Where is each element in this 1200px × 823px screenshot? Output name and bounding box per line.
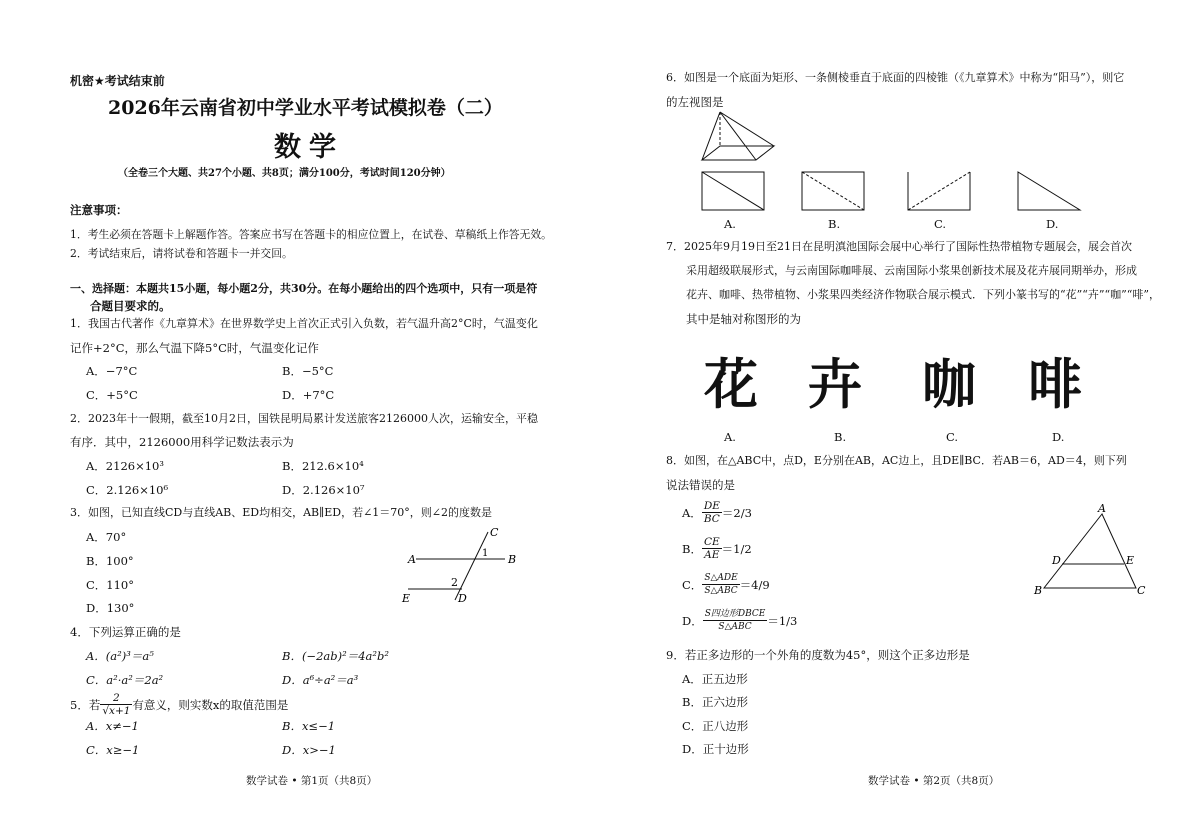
- q5-option-d: D．x>−1: [282, 743, 336, 757]
- q8-option-a: [682, 500, 752, 525]
- q9-option-b: B．正六边形: [682, 695, 748, 709]
- q6-pyramid-figure: [698, 108, 778, 164]
- q2-line2: 有序．其中，2126000用科学记数法表示为: [70, 435, 294, 449]
- q5-pre: 5．若: [70, 697, 101, 712]
- q3-angle-2: 2: [451, 576, 458, 589]
- q7-line4: 其中是轴对称图形的为: [686, 312, 801, 326]
- q5-option-a: A．x≠−1: [86, 719, 139, 733]
- q8-label-a: A: [1098, 502, 1106, 515]
- q3-option-d: D．130°: [86, 601, 135, 615]
- q3-option-b: B．100°: [86, 554, 134, 568]
- q8-a-num: DE: [703, 500, 720, 512]
- q8-line1: 8．如图，在△ABC中，点D，E分别在AB，AC边上，且DE∥BC．若AB＝6，AD＝4，则下列: [666, 454, 1127, 467]
- page-footer-1: 数学试卷 • 第1页（共8页）: [246, 775, 378, 787]
- q9-line1: 9．若正多边形的一个外角的度数为45°，则这个正多边形是: [666, 648, 970, 662]
- q5-option-b: B．x≤−1: [282, 719, 336, 733]
- q3-label-b: B: [508, 553, 517, 566]
- q9-option-a: A．正五边形: [682, 672, 748, 686]
- q8-c-den: S△ABC: [704, 586, 738, 596]
- q3-angle-1: 1: [482, 548, 489, 559]
- q3-parallel-lines-figure: [400, 522, 530, 610]
- q8-b-label: B．: [682, 541, 702, 556]
- q7-option-b: B.: [834, 430, 847, 444]
- q7-seal-glyph-d: 啡: [1028, 352, 1082, 416]
- q4-option-b: B．(−2ab)²＝4a²b²: [282, 649, 389, 663]
- q8-label-d: D: [1052, 554, 1061, 567]
- q5-frac-num: 2: [100, 692, 132, 705]
- q2-option-c: C．2.126×10⁶: [86, 483, 169, 497]
- notice-2: 2．考试结束后，请将试卷和答题卡一并交回。: [70, 247, 293, 260]
- q7-seal-glyph-a: 花: [704, 352, 758, 416]
- q7-line2: 采用超级联展形式，与云南国际咖啡展、云南国际小浆果创新技术展及花卉展同期举办，形成: [686, 264, 1137, 277]
- q2-option-b: B．212.6×10⁴: [282, 459, 364, 473]
- q8-c-value: ＝4/9: [739, 577, 770, 592]
- q8-d-fraction: [703, 608, 768, 633]
- notice-title: 注意事项：: [70, 203, 128, 217]
- q6-view-b: [800, 170, 868, 212]
- q6-option-b: B.: [828, 217, 841, 231]
- q7-line3: 花卉、咖啡、热带植物、小浆果四类经济作物联合展示模式．下列小篆书写的“花”“卉”“咖”“啡”，: [686, 288, 1160, 301]
- confidential-label: 机密★考试结束前: [70, 74, 165, 88]
- q9-option-d: D．正十边形: [682, 742, 749, 756]
- q8-d-label: D．: [682, 613, 703, 628]
- q8-option-b: [682, 536, 752, 561]
- q6-view-a: [700, 170, 768, 212]
- subject-title: 数学: [274, 132, 344, 163]
- q2-option-a: A．2126×10³: [86, 459, 164, 473]
- right-page: [600, 0, 1200, 823]
- q8-b-value: ＝1/2: [721, 541, 752, 556]
- q6-option-d: D.: [1046, 217, 1059, 231]
- q8-a-fraction: [702, 500, 722, 525]
- q7-option-c: C.: [946, 430, 959, 444]
- q1-line2: 记作+2°C，那么气温下降5°C时，气温变化记作: [70, 341, 319, 355]
- q8-label-c: C: [1137, 584, 1146, 597]
- notice-1: 1．考生必须在答题卡上解题作答。答案应书写在答题卡的相应位置上，在试卷、草稿纸上作答无效。: [70, 228, 552, 241]
- exam-subtitle: （全卷三个大题、共27个小题、共8页；满分100分，考试时间120分钟）: [118, 168, 451, 179]
- q8-c-fraction: [702, 572, 739, 597]
- q8-line2: 说法错误的是: [666, 478, 735, 492]
- section-heading: 一、选择题：本题共15小题，每小题2分，共30分。在每小题给出的四个选项中，只有一项是符: [70, 282, 538, 295]
- q8-b-den: AE: [704, 549, 720, 561]
- q8-a-value: ＝2/3: [721, 505, 752, 520]
- q5-fraction: [100, 692, 132, 717]
- q8-label-e: E: [1126, 554, 1135, 567]
- q7-seal-glyph-c: 咖: [922, 352, 976, 416]
- q3-label-c: C: [490, 526, 499, 539]
- q5-post: 有意义，则实数x的取值范围是: [132, 697, 289, 712]
- q8-d-num: S四边形DBCE: [704, 609, 766, 619]
- q8-a-den: BC: [703, 513, 720, 525]
- q8-b-fraction: [702, 536, 722, 561]
- q4-option-a: A．(a²)³＝a⁵: [86, 649, 154, 663]
- q8-label-b: B: [1034, 584, 1043, 597]
- q2-option-d: D．2.126×10⁷: [282, 483, 365, 497]
- q5-option-c: C．x≥−1: [86, 743, 140, 757]
- q1-option-b: B．−5°C: [282, 364, 334, 378]
- q3-option-c: C．110°: [86, 578, 134, 592]
- q1-option-a: A．−7°C: [86, 364, 138, 378]
- q8-d-value: ＝1/3: [767, 613, 798, 628]
- q8-a-label: A．: [682, 505, 702, 520]
- q8-b-num: CE: [703, 536, 720, 548]
- q4-option-c: C．a²·a²＝2a²: [86, 673, 164, 687]
- q6-option-a: A.: [724, 217, 736, 231]
- q3-option-a: A．70°: [86, 530, 127, 544]
- q8-triangle-figure: [1030, 502, 1150, 598]
- q4-option-d: D．a⁶÷a²＝a³: [282, 673, 359, 687]
- q6-line2: 的左视图是: [666, 95, 724, 109]
- q4-line1: 4．下列运算正确的是: [70, 625, 181, 639]
- q7-option-a: A.: [724, 430, 736, 444]
- q6-line1: 6．如图是一个底面为矩形、一条侧棱垂直于底面的四棱锥（《九章算术》中称为“阳马”），则它: [666, 71, 1125, 84]
- q3-label-e: E: [402, 592, 411, 605]
- q7-option-d: D.: [1052, 430, 1065, 444]
- q9-option-c: C．正八边形: [682, 719, 749, 733]
- q8-d-den: S△ABC: [718, 622, 752, 632]
- q1-line1: 1．我国古代著作《九章算术》在世界数学史上首次正式引入负数，若气温升高2°C时，气温变化: [70, 317, 538, 330]
- q7-seal-glyph-b: 卉: [808, 352, 862, 416]
- q5-line1: [70, 692, 288, 717]
- q1-option-d: D．+7°C: [282, 388, 335, 402]
- section-heading-2: 合题目要求的。: [90, 299, 171, 313]
- q6-option-c: C.: [934, 217, 947, 231]
- q8-option-d: [682, 608, 797, 633]
- exam-title: 2026年云南省初中学业水平考试模拟卷（二）: [108, 97, 503, 119]
- q1-option-c: C．+5°C: [86, 388, 138, 402]
- q6-view-c: [906, 170, 974, 212]
- q6-view-d: [1016, 170, 1084, 212]
- q3-label-d: D: [458, 592, 467, 605]
- q7-line1: 7．2025年9月19日至21日在昆明滇池国际会展中心举行了国际性热带植物专题展会，展会首次: [666, 240, 1132, 253]
- q8-c-label: C．: [682, 577, 703, 592]
- q5-frac-den: √x+1: [102, 705, 131, 717]
- q8-option-c: [682, 572, 770, 597]
- q3-label-a: A: [408, 553, 416, 566]
- page-footer-2: 数学试卷 • 第2页（共8页）: [868, 775, 1000, 787]
- q3-line1: 3．如图，已知直线CD与直线AB、ED均相交，AB∥ED，若∠1＝70°，则∠2的度数是: [70, 506, 492, 519]
- q8-c-num: S△ADE: [704, 573, 738, 583]
- q2-line1: 2．2023年十一假期，截至10月2日，国铁昆明局累计发送旅客2126000人次，运输安全，平稳: [70, 412, 538, 425]
